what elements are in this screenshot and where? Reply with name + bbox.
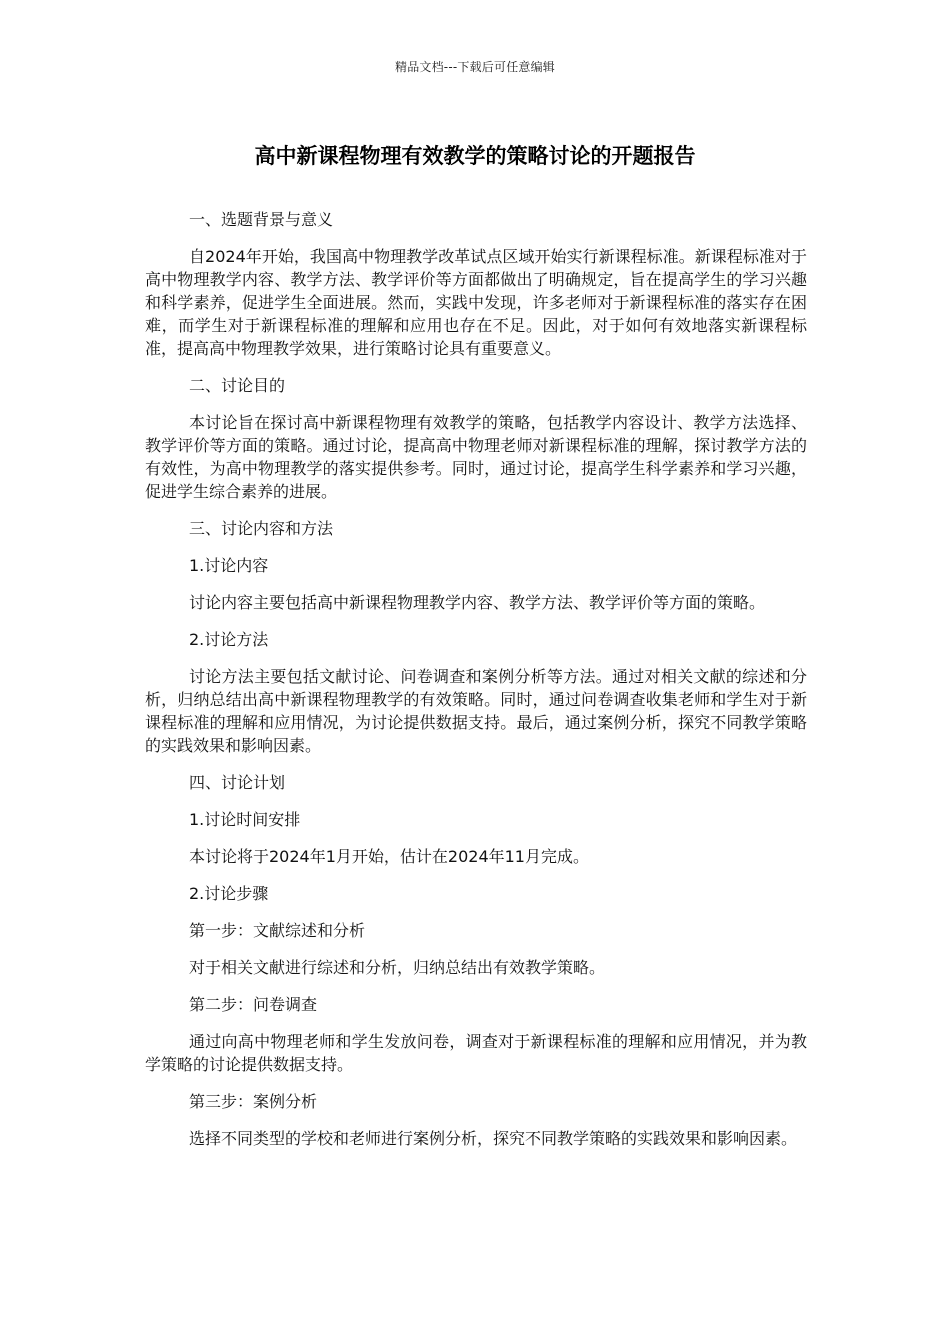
document-title: 高中新课程物理有效教学的策略讨论的开题报告 <box>254 144 696 168</box>
paragraph-purpose: 本讨论旨在探讨高中新课程物理有效教学的策略，包括教学内容设计、教学方法选择、教学评价等方面的策略。通过讨论，提高高中物理老师对新课程标准的理解，探讨教学方法的有效性，为高中物理教学的落实提供参考。同时，通过讨论，提高学生科学素养和学习兴趣，促进学生综合素养的进展。 <box>145 413 807 501</box>
paragraph-content: 讨论内容主要包括高中新课程物理教学内容、教学方法、教学评价等方面的策略。 <box>189 593 766 612</box>
section-heading-background: 一、选题背景与意义 <box>189 210 334 229</box>
step-three-text: 选择不同类型的学校和老师进行案例分析，探究不同教学策略的实践效果和影响因素。 <box>189 1129 798 1148</box>
document-body <box>145 208 807 1164</box>
step-one-title: 第一步：文献综述和分析 <box>189 921 366 940</box>
section-heading-plan: 四、讨论计划 <box>189 773 286 792</box>
paragraph-schedule: 本讨论将于2024年1月开始，估计在2024年11月完成。 <box>189 847 589 866</box>
subheading-steps: 2.讨论步骤 <box>189 884 269 903</box>
paragraph-background: 自2024年开始，我国高中物理教学改革试点区域开始实行新课程标准。新课程标准对于高中物理教学内容、教学方法、教学评价等方面都做出了明确规定，旨在提高学生的学习兴趣和科学素养，促进学生全面进展。然而，实践中发现，许多老师对于新课程标准的落实存在困难，而学生对于新课程标准的理解和应用也存在不足。因此，对于如何有效地落实新课程标准，提高高中物理教学效果，进行策略讨论具有重要意义。 <box>145 247 807 358</box>
section-heading-content-method: 三、讨论内容和方法 <box>189 519 334 538</box>
step-two-title: 第二步：问卷调查 <box>189 995 318 1014</box>
step-one-text: 对于相关文献进行综述和分析，归纳总结出有效教学策略。 <box>189 958 606 977</box>
step-two-text: 通过向高中物理老师和学生发放问卷，调查对于新课程标准的理解和应用情况，并为教学策略的讨论提供数据支持。 <box>145 1032 807 1074</box>
section-heading-purpose: 二、讨论目的 <box>189 376 286 395</box>
subheading-schedule: 1.讨论时间安排 <box>189 810 301 829</box>
header-note: 精品文档---下载后可任意编辑 <box>395 60 555 74</box>
paragraph-method: 讨论方法主要包括文献讨论、问卷调查和案例分析等方法。通过对相关文献的综述和分析，归纳总结出高中新课程物理教学的有效策略。同时，通过问卷调查收集老师和学生对于新课程标准的理解和应用情况，为讨论提供数据支持。最后，通过案例分析，探究不同教学策略的实践效果和影响因素。 <box>145 667 807 755</box>
step-three-title: 第三步：案例分析 <box>189 1092 318 1111</box>
subheading-content: 1.讨论内容 <box>189 556 269 575</box>
subheading-method: 2.讨论方法 <box>189 630 269 649</box>
